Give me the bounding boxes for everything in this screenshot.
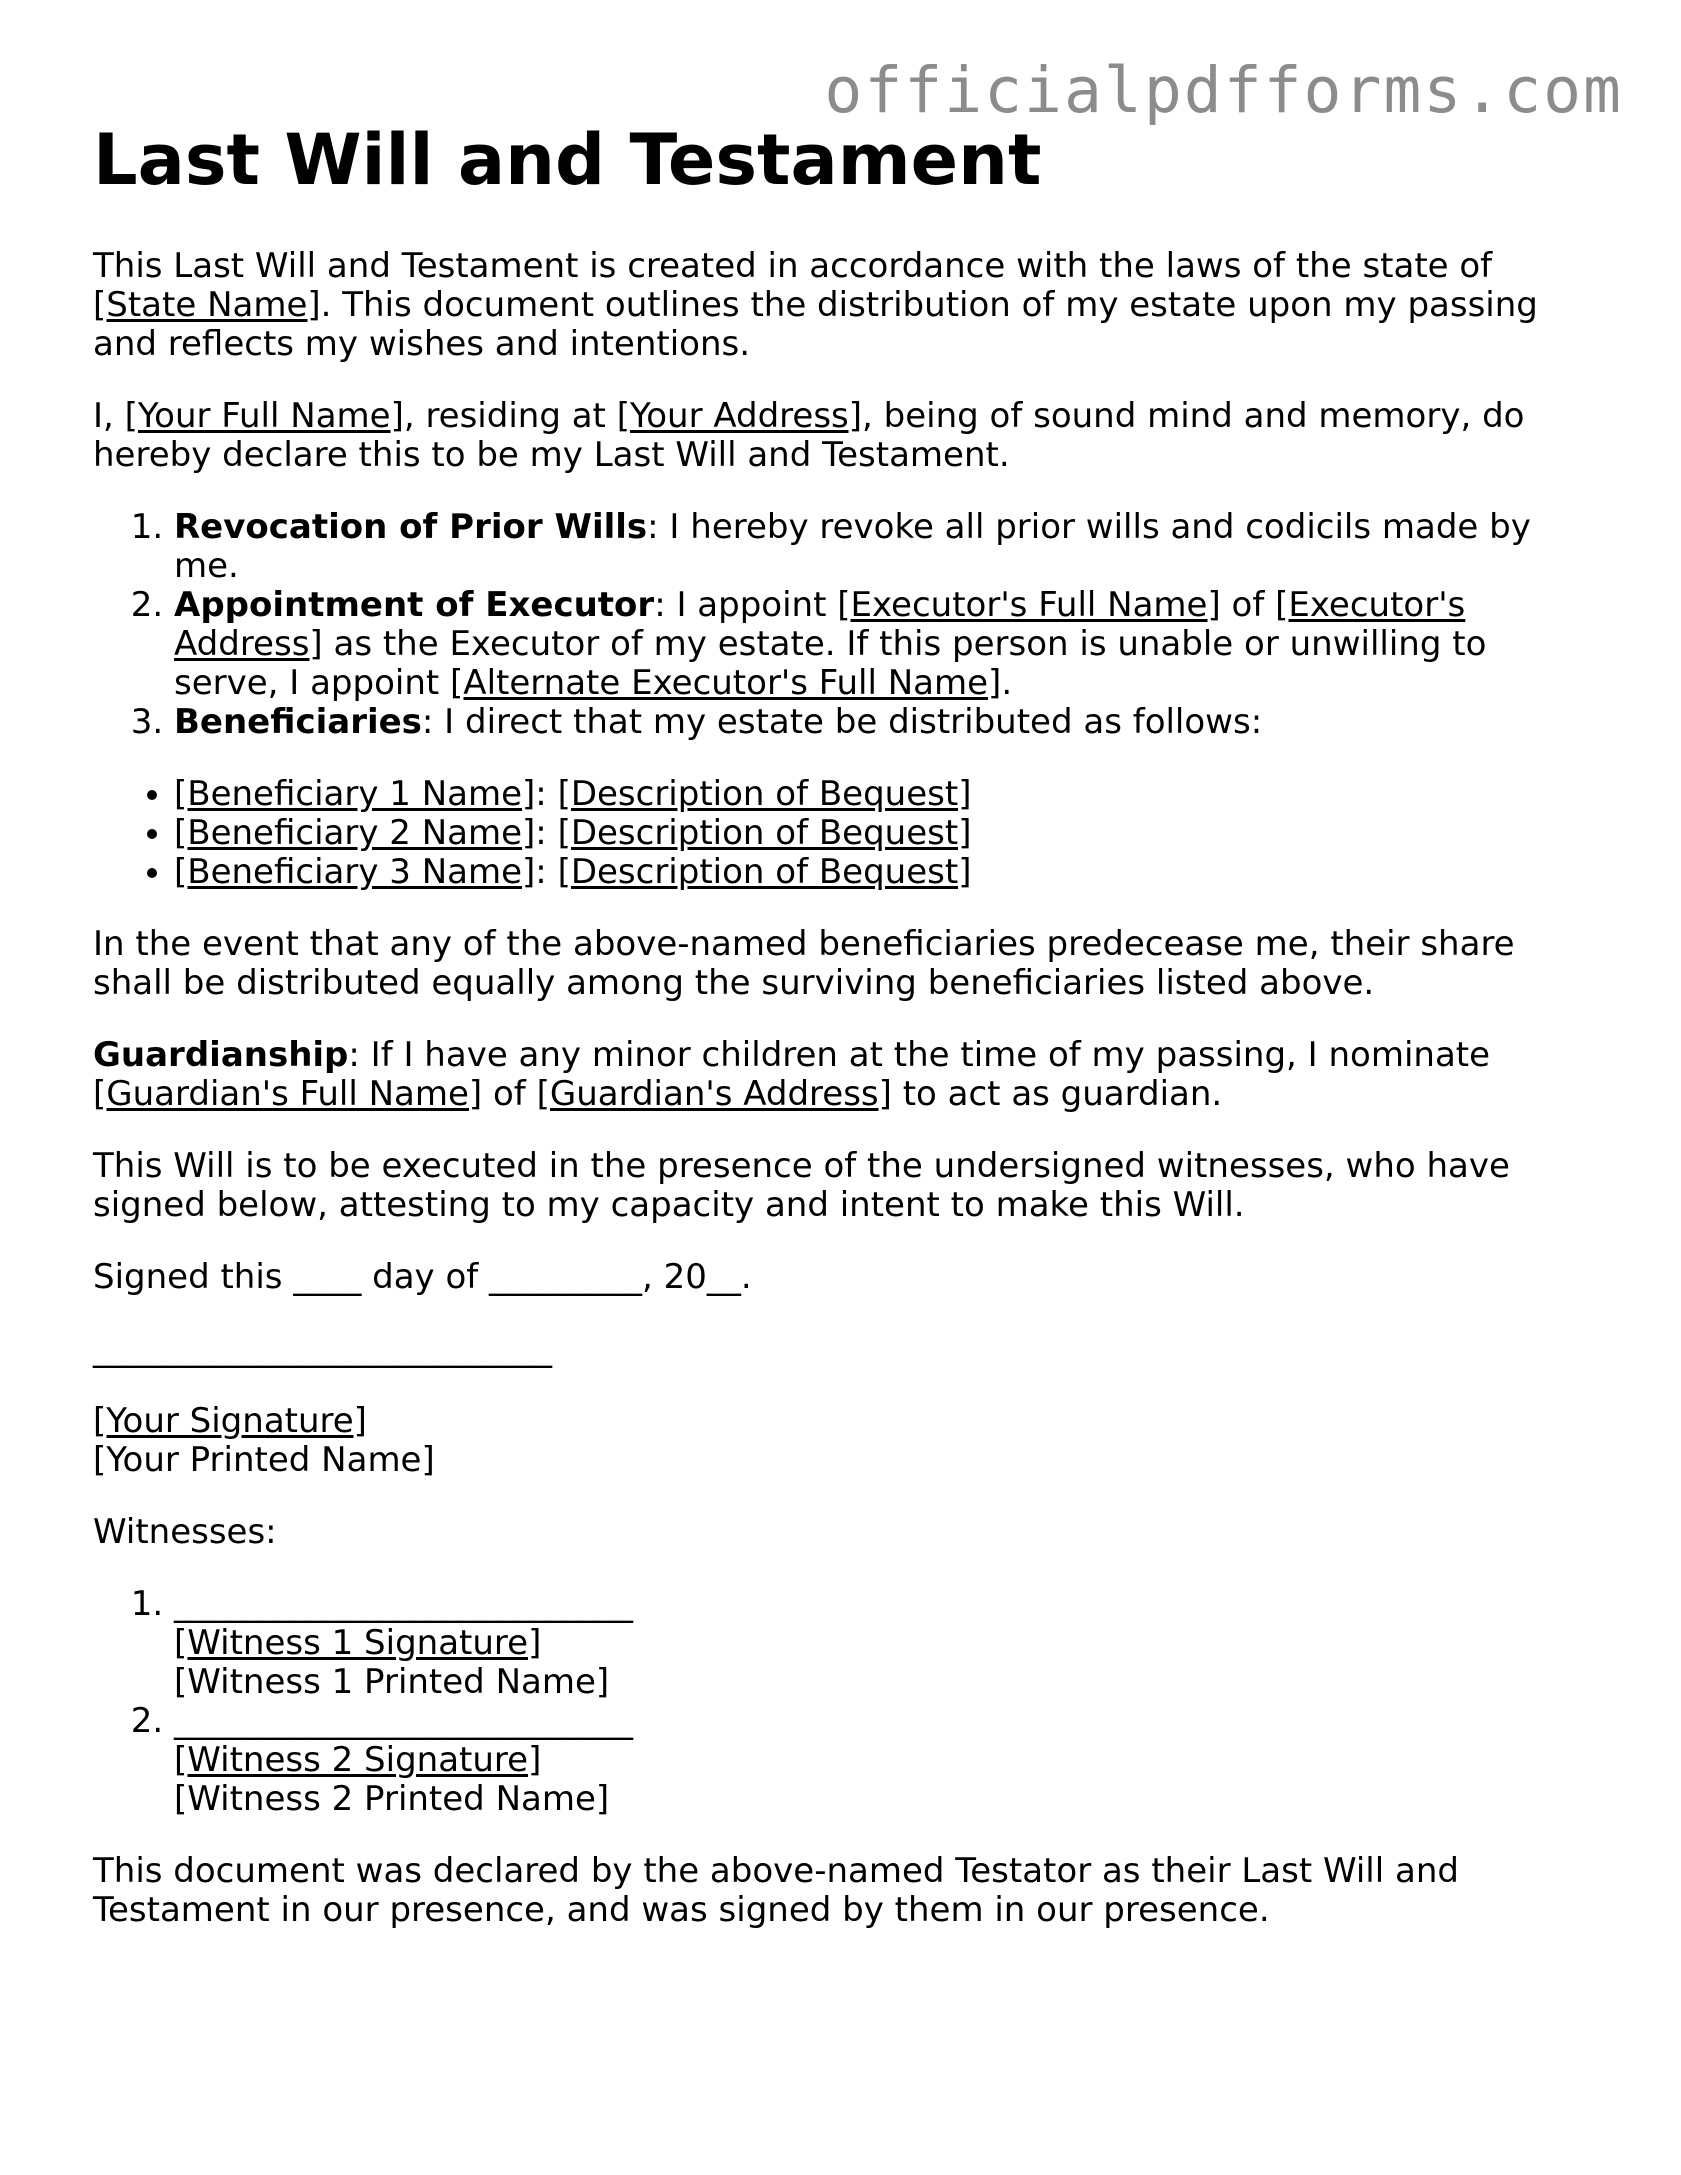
article-heading: Appointment of Executor bbox=[174, 585, 655, 625]
alternate-executor-placeholder: [Alternate Executor's Full Name] bbox=[450, 663, 1002, 703]
declaration-prefix: I, bbox=[93, 396, 125, 436]
declaration-middle: , residing at bbox=[403, 396, 617, 436]
article-revocation bbox=[174, 508, 1598, 586]
beneficiary-name-placeholder: [Beneficiary 3 Name] bbox=[174, 852, 536, 892]
guardian-address-placeholder: [Guardian's Address] bbox=[536, 1074, 892, 1114]
testator-signature-placeholder: [Your Signature] bbox=[93, 1401, 367, 1441]
guardianship-text: of bbox=[482, 1074, 537, 1114]
execution-clause: This Will is to be executed in the presence of the undersigned witnesses, who have signed below, attesting to my capacity and intent to make this Will. bbox=[93, 1146, 1510, 1225]
executor-name-placeholder: [Executor's Full Name] bbox=[837, 585, 1221, 625]
guardianship-text: to act as guardian. bbox=[891, 1074, 1223, 1114]
beneficiary-separator: : bbox=[535, 774, 558, 814]
article-executor bbox=[174, 586, 1598, 703]
beneficiary-name-placeholder: [Beneficiary 1 Name] bbox=[174, 774, 536, 814]
address-placeholder: [Your Address] bbox=[616, 396, 863, 436]
beneficiary-item bbox=[174, 853, 1598, 892]
bequest-description-placeholder: [Description of Bequest] bbox=[557, 852, 972, 892]
intro-paragraph bbox=[93, 247, 1598, 364]
articles-list bbox=[93, 508, 1598, 742]
article-text: . bbox=[1001, 663, 1013, 703]
witness-item bbox=[174, 1585, 1598, 1702]
article-text: : I direct that my estate be distributed as follows: bbox=[421, 702, 1263, 742]
article-text: of bbox=[1220, 585, 1276, 625]
beneficiary-separator: : bbox=[535, 852, 558, 892]
witness-printed-name: [Witness 2 Printed Name] bbox=[174, 1779, 610, 1819]
document-title: Last Will and Testament bbox=[93, 119, 1042, 201]
guardianship-heading: Guardianship bbox=[93, 1035, 349, 1075]
state-name-placeholder: [State Name] bbox=[93, 285, 321, 325]
predecease-clause: In the event that any of the above-named beneficiaries predecease me, their share shall be distributed equally among the surviving beneficiaries listed above. bbox=[93, 924, 1515, 1003]
declaration-paragraph bbox=[93, 397, 1598, 475]
testator-signature-line: ___________________________ bbox=[93, 1329, 552, 1369]
guardianship-text: : If I have any minor children at the time of my passing, I nominate bbox=[348, 1035, 1491, 1075]
article-text: as the Executor of my estate. If this person is unable or unwilling to serve, I appoint bbox=[174, 624, 1487, 703]
watermark: officialpdfforms.com bbox=[824, 54, 1623, 127]
article-text: : I hereby revoke all prior wills and codicils made by me. bbox=[174, 507, 1531, 586]
guardianship-paragraph bbox=[93, 1036, 1598, 1114]
document-page bbox=[93, 115, 1598, 1963]
witness-signature-placeholder: [Witness 2 Signature] bbox=[174, 1740, 542, 1780]
full-name-placeholder: [Your Full Name] bbox=[124, 396, 404, 436]
witness-printed-name: [Witness 1 Printed Name] bbox=[174, 1662, 610, 1702]
intro-prefix: This Last Will and Testament is created in accordance with the laws of the state of bbox=[93, 246, 1493, 286]
witness-item bbox=[174, 1702, 1598, 1819]
article-heading: Revocation of Prior Wills bbox=[174, 507, 648, 547]
article-text: : I appoint bbox=[654, 585, 838, 625]
declaration-suffix: , being of sound mind and memory, do hereby declare this to be my Last Will and Testament. bbox=[93, 396, 1525, 475]
witness-signature-line: ___________________________ bbox=[174, 1701, 633, 1741]
guardian-name-placeholder: [Guardian's Full Name] bbox=[93, 1074, 483, 1114]
beneficiary-separator: : bbox=[535, 813, 558, 853]
bequest-description-placeholder: [Description of Bequest] bbox=[557, 813, 972, 853]
witness-signature-line: ___________________________ bbox=[174, 1584, 633, 1624]
beneficiary-name-placeholder: [Beneficiary 2 Name] bbox=[174, 813, 536, 853]
bequest-description-placeholder: [Description of Bequest] bbox=[557, 774, 972, 814]
executor-address-placeholder: [Executor's Address] bbox=[174, 585, 1466, 664]
intro-suffix: . This document outlines the distribution of my estate upon my passing and reflects my wishes and intentions. bbox=[93, 285, 1538, 364]
testator-printed-name: [Your Printed Name] bbox=[93, 1440, 435, 1480]
beneficiary-item bbox=[174, 814, 1598, 853]
signed-date-line: Signed this ____ day of _________, 20__. bbox=[93, 1257, 752, 1297]
testator-block bbox=[93, 1402, 1598, 1480]
beneficiary-item bbox=[174, 775, 1598, 814]
witness-list bbox=[93, 1585, 1598, 1819]
witnesses-label: Witnesses: bbox=[93, 1512, 277, 1552]
article-beneficiaries bbox=[174, 703, 1598, 742]
witness-signature-placeholder: [Witness 1 Signature] bbox=[174, 1623, 542, 1663]
beneficiary-list bbox=[93, 775, 1598, 892]
attestation-clause: This document was declared by the above-named Testator as their Last Will and Testament in our presence, and was signed by them in our presence. bbox=[93, 1851, 1459, 1930]
article-heading: Beneficiaries bbox=[174, 702, 422, 742]
